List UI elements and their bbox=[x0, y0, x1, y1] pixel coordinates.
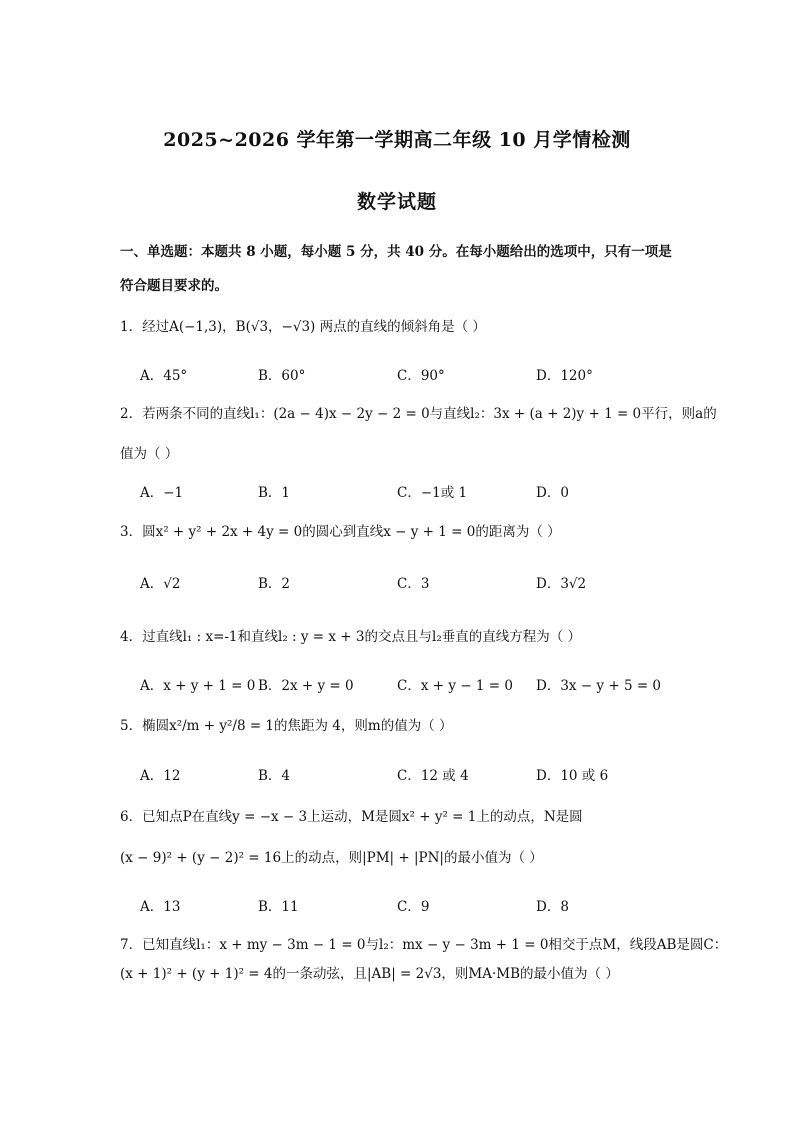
page-title: 2025~2026 学年第一学期高二年级 10 月学情检测 bbox=[163, 129, 631, 151]
page-subtitle: 数学试题 bbox=[356, 191, 437, 213]
question-5: 5．椭圆x²/m + y²/8 = 1的焦距为 4，则m的值为（ ） bbox=[120, 718, 453, 734]
section-heading-cont: 符合题目要求的。 bbox=[120, 278, 228, 294]
option-b: B．2x + y = 0 bbox=[258, 678, 354, 694]
question-7-cont: (x + 1)² + (y + 1)² = 4的一条动弦，且|AB| = 2√3，则MA·MB的最小值为（ ） bbox=[120, 966, 619, 982]
option-b: B．11 bbox=[258, 899, 299, 915]
question-1: 1．经过A(−1,3)，B(√3，−√3) 两点的直线的倾斜角是（ ） bbox=[120, 319, 486, 335]
option-c: C．9 bbox=[397, 899, 430, 915]
option-a: A．45° bbox=[140, 368, 188, 384]
option-c: C．90° bbox=[397, 368, 445, 384]
option-a: A．x + y + 1 = 0 bbox=[140, 678, 256, 694]
option-a: A．√2 bbox=[140, 576, 181, 592]
option-c: C．−1或 1 bbox=[397, 485, 468, 501]
option-b: B．1 bbox=[258, 485, 291, 501]
option-a: A．12 bbox=[140, 768, 181, 784]
question-7: 7．已知直线l₁：x + my − 3m − 1 = 0与l₂：mx − y − 3m + 1 = 0相交于点M，线段AB是圆C： bbox=[120, 937, 728, 953]
option-c: C．12 或 4 bbox=[397, 768, 469, 784]
option-d: D．0 bbox=[536, 485, 569, 501]
question-4: 4．过直线l₁ : x=-1和直线l₂ : y = x + 3的交点且与l₂垂直的直线方程为（ ） bbox=[120, 629, 582, 645]
option-d: D．10 或 6 bbox=[536, 768, 609, 784]
option-c: C．3 bbox=[397, 576, 430, 592]
section-heading: 一、单选题：本题共 8 小题，每小题 5 分，共 40 分。在每小题给出的选项中，只有一项是 bbox=[120, 244, 672, 260]
option-d: D．8 bbox=[536, 899, 569, 915]
option-d: D．120° bbox=[536, 368, 593, 384]
option-c: C．x + y − 1 = 0 bbox=[397, 678, 513, 694]
option-d: D．3x − y + 5 = 0 bbox=[536, 678, 662, 694]
option-b: B．4 bbox=[258, 768, 291, 784]
question-6: 6．已知点P在直线y = −x − 3上运动，M是圆x² + y² = 1上的动点，N是圆 bbox=[120, 809, 583, 825]
option-a: A．13 bbox=[140, 899, 181, 915]
option-d: D．3√2 bbox=[536, 576, 587, 592]
option-a: A．−1 bbox=[140, 485, 184, 501]
question-6-cont: (x − 9)² + (y − 2)² = 16上的动点，则|PM| + |PN|的最小值为（ ） bbox=[120, 850, 543, 866]
question-3: 3．圆x² + y² + 2x + 4y = 0的圆心到直线x − y + 1 = 0的距离为（ ） bbox=[120, 524, 561, 540]
option-b: B．60° bbox=[258, 368, 306, 384]
option-b: B．2 bbox=[258, 576, 291, 592]
question-2-cont: 值为（ ） bbox=[120, 446, 179, 462]
question-2: 2．若两条不同的直线l₁：(2a − 4)x − 2y − 2 = 0与直线l₂：3x + (a + 2)y + 1 = 0平行，则a的 bbox=[120, 406, 717, 422]
